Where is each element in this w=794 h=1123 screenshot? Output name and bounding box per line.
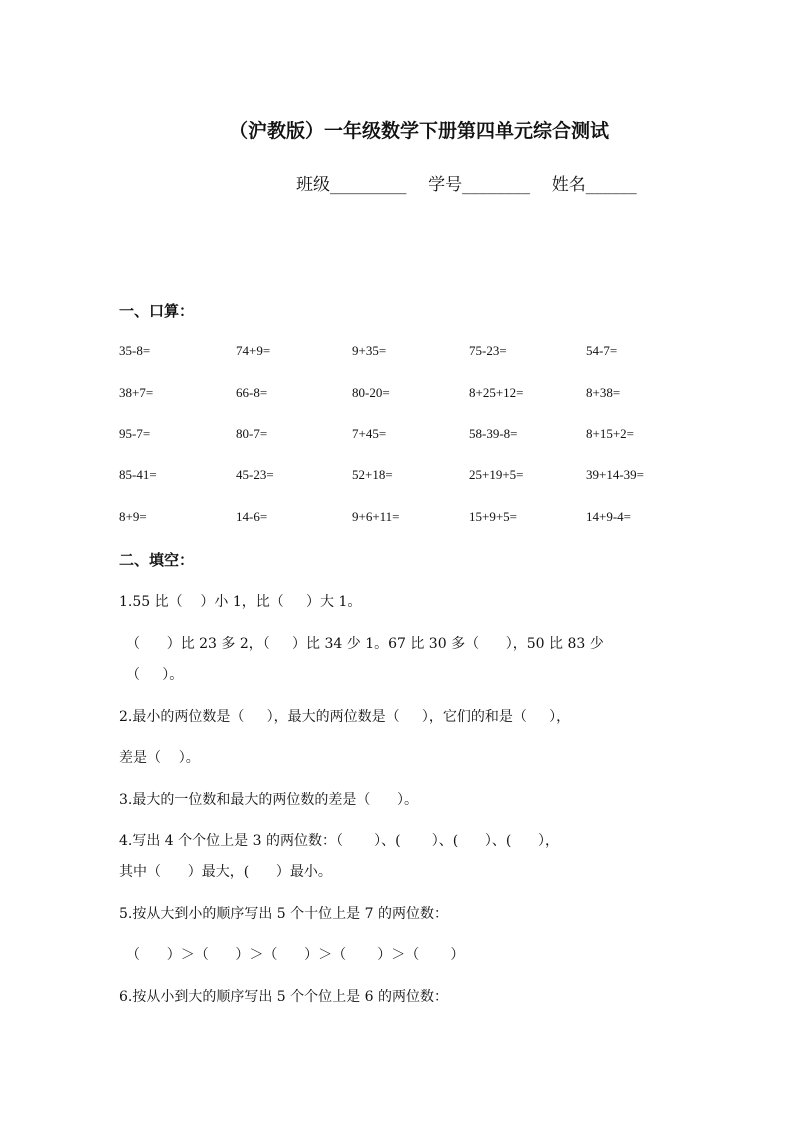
fill-line: 6.按从小到大的顺序写出 5 个个位上是 6 的两位数： (119, 989, 448, 1005)
fill-line: 3.最大的一位数和最大的两位数的差是（ ）。 (119, 792, 419, 808)
fill-line: 4.写出 4 个个位上是 3 的两位数：（ ）、( ）、( ）、( ）， (119, 833, 560, 849)
calc-item: 35-8= (119, 343, 151, 358)
calc-item: 80-20= (352, 385, 390, 400)
calc-item: 80-7= (236, 426, 268, 441)
fill-line: 2.最小的两位数是（ ），最大的两位数是（ ），它们的和是（ ）， (119, 709, 571, 725)
calc-item: 15+9+5= (469, 509, 517, 524)
calc-item: 25+19+5= (469, 467, 524, 482)
fill-line: 差是（ ）。 (119, 750, 200, 766)
calc-item: 38+7= (119, 385, 154, 400)
calc-item: 8+38= (586, 385, 621, 400)
calc-item: 54-7= (586, 343, 618, 358)
calc-item: 8+9= (119, 509, 147, 524)
calc-item: 9+6+11= (352, 509, 400, 524)
fill-line: （ ）。 (126, 667, 184, 683)
calc-item: 74+9= (236, 343, 271, 358)
fill-line: 5.按从大到小的顺序写出 5 个十位上是 7 的两位数： (119, 906, 448, 922)
calc-item: 8+15+2= (586, 426, 634, 441)
calc-item: 75-23= (469, 343, 507, 358)
section2-heading: 二、填空： (119, 551, 195, 569)
calc-item: 39+14-39= (586, 467, 644, 482)
student-info-line: 班级_________ 学号________ 姓名______ (296, 175, 637, 195)
calc-item: 85-41= (119, 467, 157, 482)
section1-heading: 一、口算： (119, 302, 195, 320)
calc-item: 9+35= (352, 343, 387, 358)
calc-item: 8+25+12= (469, 385, 524, 400)
calc-item: 14-6= (236, 509, 268, 524)
calc-item: 58-39-8= (469, 426, 518, 441)
page-title: （沪教版）一年级数学下册第四单元综合测试 (228, 120, 609, 142)
calc-item: 95-7= (119, 426, 151, 441)
calc-item: 66-8= (236, 385, 268, 400)
calc-item: 52+18= (352, 467, 393, 482)
calc-item: 14+9-4= (586, 509, 631, 524)
calc-item: 45-23= (236, 467, 274, 482)
fill-line: （ ）＞（ ）＞（ ）＞（ ）＞（ ） (126, 947, 465, 963)
calc-item: 7+45= (352, 426, 387, 441)
fill-line: （ ）比 23 多 2，（ ）比 34 少 1。67 比 30 多（ ），50 比 83 少 (126, 636, 604, 652)
fill-line: 其中（ ）最大，( ）最小。 (119, 864, 332, 880)
fill-line: 1.55 比（ ）小 1，比（ ）大 1。 (119, 594, 362, 610)
